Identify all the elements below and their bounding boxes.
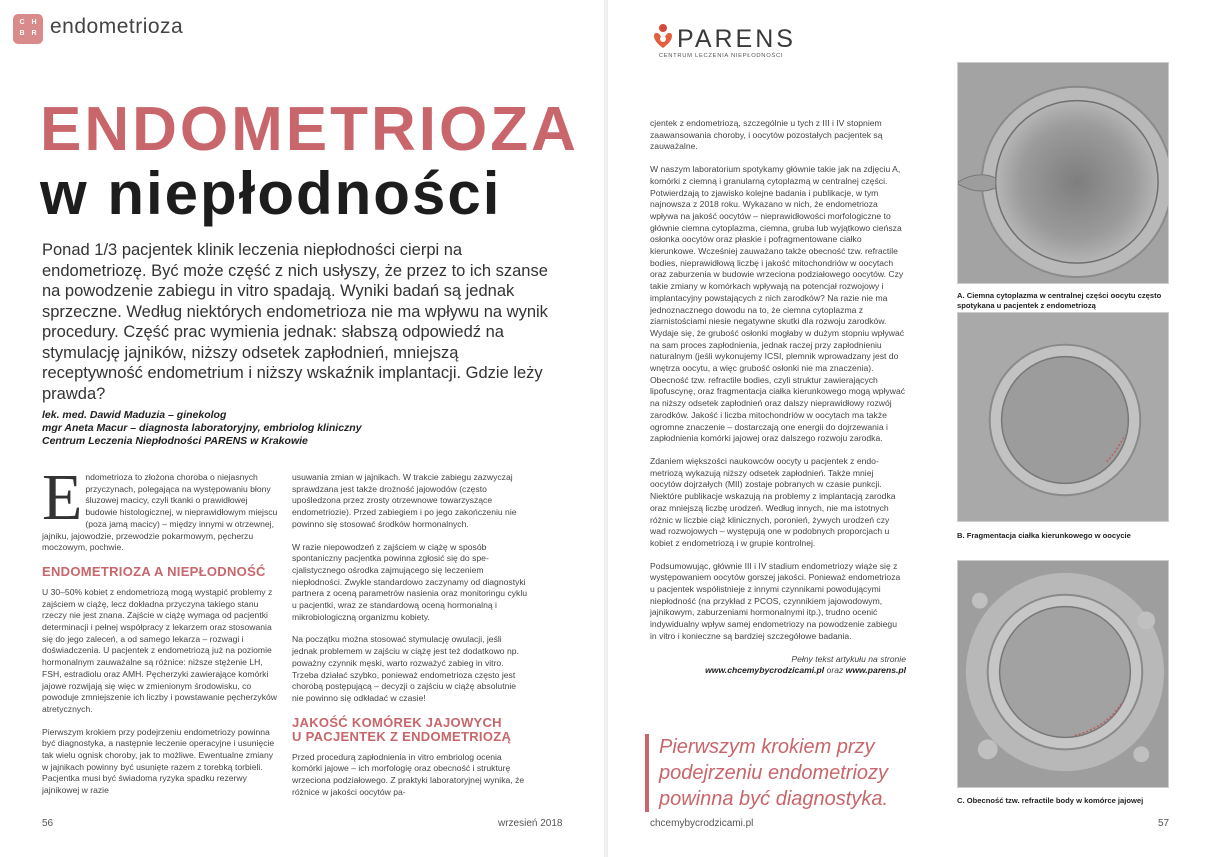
body-paragraph: Na początku można stosować stymulację owulacji, jeśli jednak problemem w zajściu w ciążę jest też dodatkowo np. poważny czynnik męski, warto rozważyć zabieg in vitro. Trzeba działać szybko, ponieważ endometrioza często jest chorobą postępującą – decyzji o zajściu w ciążę absolutnie nie powinno się odkładać w czasie!	[292, 634, 519, 703]
body-paragraph: Pierwszym krokiem przy podejrzeniu endometriozy powinna być diagnostyka, a następnie leczenie operacyjne i usunięcie tak wielu ognisk choroby, jak to możliwe. Ewentualne zmiany w jajnikach powinny być usunięte razem z torebką torbieli. Pacjentka musi być świadoma ryzyka spadku rezerwy jajnikowej w razie	[42, 726, 275, 796]
intro-paragraph: Endometrioza to złożona choroba o niejasnych przyczynach, polegająca na występowaniu błony śluzowej macicy, czyli tkanki o prawidłowej budowie histologicznej, w nieprawidłowym miejscu (poza jamą macicy) – między innymi w otrzewnej, jajniku, jajowodzie, przewodzie pokarmowym, pęcherzu moczowym, pochwie.	[42, 461, 278, 553]
body-paragraph: W naszym laboratorium spotykamy głównie takie jak na zdjęciu A, komórki z ciemną i granularną cytoplazmą w centralnej części. Potwierdzają to zjawisko kolejne badania i publikacje, w tym najnowsza z 2018 roku. Wykazano w nich, że endometrioza wpływa na jakość oocytów – nieprawidłowości morfologiczne to głównie ciemna cytoplazma, ciemna, gruba lub wyjątkowo cieńsza osłonka oocytów oraz płaskie i pofragmentowane ciałko kierunkowe. Wcześniej zauważano także obecność tzw. refractile bodies, nieprawidłową liczbę i jakość mitochondriów w oocytach oraz zaburzenia w budowie wrzeciona podziałowego oocytów. Czy takie zmiany w komórkach wpływają na potencjał rozwojowy i implantacyjny powstających z nich zarodków? Na razie nie ma jednoznacznego dowodu na to, że ciemna cytoplazma z ziarnistościami niesie negatywne skutki dla rozwoju zarodków. Wydaje się, że grubość osłonki mogłaby w dużym stopniu wpływać na sam proces zapłodnienia, jednak raczej przy zapłodnieniu naturalnym (jeśli wykonujemy ICSI, plemnik wprowadzany jest do wnętrza oocytu, a więc grubość osłonki nie ma znaczenia). Obecność tzw. refractile bodies, czyli struktur zawierających lipofuscynę, oraz fragmentacja ciałka kierunkowego mogą wpływać na niższy odsetek zapłodnień oraz dalszy nieprawidłowy rozwój zarodków. Jakość i liczba mitochondriów w oocytach ma także ogromne znaczenie – dostarczają one energii do dojrzewania i zapłodnienia komórki jajowej oraz dalszego rozwoju zarodka.	[650, 164, 906, 444]
article-title-line1: ENDOMETRIOZA	[40, 95, 579, 164]
body-paragraph: Przed procedurą zapłodnienia in vitro embriolog ocenia komórki jajowe – ich morfologię oraz obecność i strukturę wrzeciona podziałowego. Z praktyki laboratoryjnej wynika, że różnice w jakości oocytów pa-	[292, 751, 525, 797]
authors-block	[42, 409, 562, 448]
section-label: endometrioza	[50, 15, 184, 38]
photo-caption-c: C. Obecność tzw. refractile body w komórce jajowej	[957, 796, 1144, 805]
oocyte-photo-b	[957, 312, 1169, 522]
author-line: lek. med. Dawid Maduzia – ginekolog	[42, 409, 227, 421]
link-parens[interactable]: www.parens.pl	[845, 665, 906, 676]
photo-caption-b: B. Fragmentacja ciałka kierunkowego w oocycie	[957, 531, 1131, 540]
magazine-badge: C H B R	[13, 14, 43, 44]
photo-caption-a: A. Ciemna cytoplazma w centralnej części oocytu często spotykana u pacjentek z endometriozą	[957, 291, 1162, 310]
link-chcemybycrodzicami[interactable]: www.chcemybycrodzicami.pl	[705, 665, 825, 676]
logo-subtitle: CENTRUM LECZENIA NIEPŁODNOŚCI	[658, 53, 784, 59]
parens-logo	[651, 22, 796, 60]
column-b	[292, 472, 528, 809]
article-title-line2: w niepłodności	[40, 160, 502, 227]
author-line: Centrum Leczenia Niepłodności PARENS w Krakowie	[42, 435, 308, 447]
page-number-right: 57	[1158, 818, 1170, 829]
column-a	[42, 461, 278, 808]
oocyte-photo-a	[957, 62, 1169, 284]
drop-cap: E	[42, 461, 83, 534]
logo-text: PARENS	[677, 25, 796, 53]
body-paragraph: cjentek z endometriozą, szczególnie u tych z III i IV stopniem zaawansowania choroby, i oocytów pozostałych pacjentek są zauważalne.	[650, 118, 883, 152]
author-line: mgr Aneta Macur – diagnosta laboratoryjny, embriolog kliniczny	[42, 422, 362, 434]
page-number-left: 56	[42, 818, 54, 829]
body-paragraph: W razie niepowodzeń z zajściem w ciążę w sposób spontaniczny pacjentka powinna zgłosić się do specjalistycznego ośrodka zajmującego się leczeniem niepłodności. Zwykle standardowo zaczynamy od diagnostyki partnera z oceną parametrów nasienia oraz monitoringu cyklu u pacjentki, wraz ze standardową oceną hormonalną i mikrobiologiczną organizmu kobiety.	[292, 541, 528, 622]
column-c	[650, 118, 906, 677]
lead-paragraph: Ponad 1/3 pacjentek klinik leczenia niepłodności cierpi na endometriozę. Być może część z nich usłyszy, że przez to ich szanse na powodzenie zabiegu in vitro spadają. Wyniki badań są jednak sprzeczne. Według niektórych endometrioza nie ma wpływu na wynik procedury. Część prac wymienia jednak: słabszą odpowiedź na stymulację jajników, niższy odsetek zapłodnień, mniejszą receptywność endometrium i niższy wskaźnik implantacji. Gdzie leży prawda?	[42, 241, 548, 403]
section-heading: JAKOŚĆ KOMÓREK JAJOWYCH U PACJENTEK Z ENDOMETRIOZĄ	[292, 714, 512, 744]
body-paragraph: Zdaniem większości naukowców oocyty u pacjentek z endometriozą wykazują niższy odsetek zapłodnień. Także mniej oocytów dojrzałych (MII) zostaje pobranych w czasie punkcji. Niektóre publikacje wskazują na problemy z implantacją zarodka oraz mniejszą liczbę urodzeń. Według innych, nie ma istotnych różnic w liczbie ciąż klinicznych, poronień, żywych urodzeń czy wad rozwojowych – występują one w podobnych proporcjach u kobiet z endometriozą i w grupie kontrolnej.	[650, 455, 896, 548]
full-text-note: Pełny tekst artykułu na stronie www.chcemybycrodzicami.pl oraz www.parens.pl	[705, 653, 906, 676]
pull-quote: Pierwszym krokiem przy podejrzeniu endometriozy powinna być diagnostyka.	[645, 734, 935, 812]
oocyte-photo-c	[957, 560, 1169, 788]
body-paragraph: U 30–50% kobiet z endometriozą mogą wystąpić problemy z zajściem w ciążę, lecz dokładna przyczyna takiego stanu rzeczy nie jest znana. Zajście w ciążę wymaga od pacjentki determinacji i pełnej współpracy z lekarzem oraz stosowania się do jego zaleceń, a od samego lekarza – rozwagi i doświadczenia. U pacjentek z endometriozą już na poziomie hormonalnym zauważalne są różnice: niższe stężenie LH, FSH, estradiolu oraz AMH. Pęcherzyki zawierające komórki jajowe rozwijają się więc w zmienionym środowisku, co powoduje zmniejszenie ich liczby i powstawanie pęcherzyków atretycznych.	[42, 586, 278, 714]
footer-url: chcemybycrodzicami.pl	[650, 818, 754, 829]
issue-date: wrzesień 2018	[498, 818, 563, 829]
body-paragraph: Podsumowując, głównie III i IV stadium endometriozy wiąże się z występowaniem oocytów gorszej jakości. Ponieważ endometrioza u pacjentek współistnieje z innymi czynnikami powodującymi niepłodność (na przykład z PCOS, czynnikiem jajowodowym, jajnikowym, zaburzeniami hormonalnymi itp.), trudno ocenić indywidualny wpływ samej endometriozy na powodzenie zabiegu in vitro i konieczne są bardziej szczegółowe badania.	[650, 560, 901, 641]
body-paragraph: usuwania zmian w jajnikach. W trakcie zabiegu zazwyczaj sprawdzana jest także drożność jajowodów (często upośledzona przez zrosty otrzewnowe towarzyszące endometriozie). Przed zabiegiem i po jego zakończeniu nie powinno się stosować środków hormonalnych.	[292, 472, 517, 529]
page-gutter	[604, 0, 608, 857]
parens-logo-icon	[651, 22, 675, 50]
section-heading: ENDOMETRIOZA A NIEPŁODNOŚĆ	[42, 563, 266, 579]
